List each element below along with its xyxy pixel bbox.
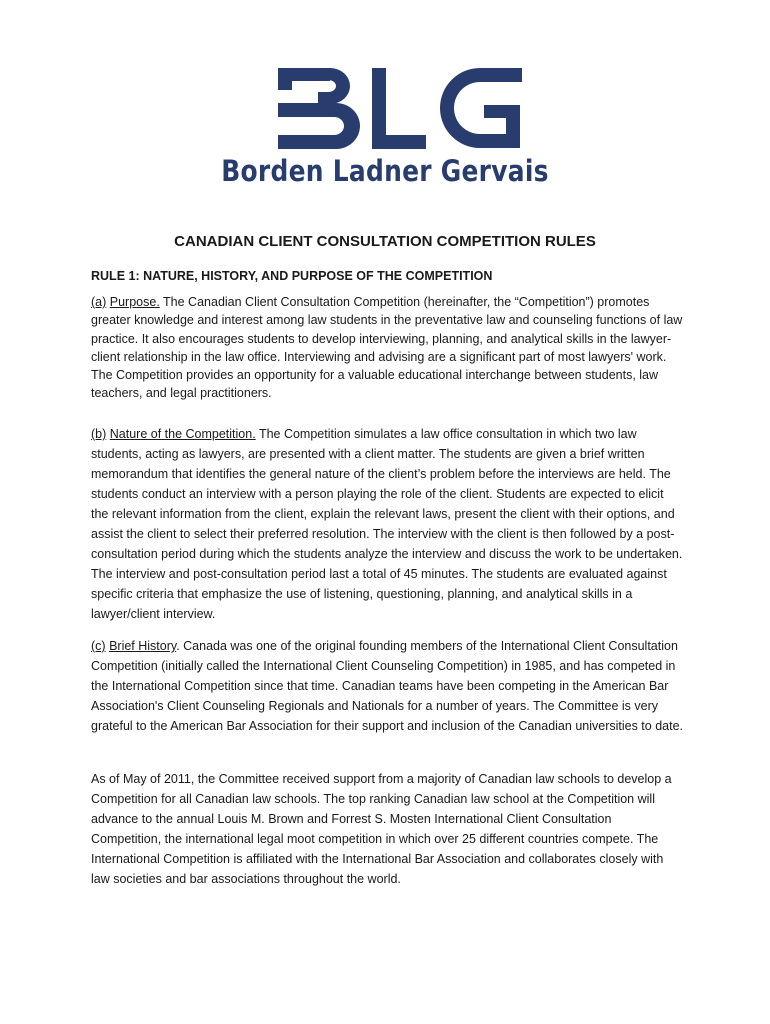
section-a-label: (a) (91, 295, 107, 309)
rule-1-heading: RULE 1: NATURE, HISTORY, AND PURPOSE OF THE COMPETITION (91, 269, 493, 283)
document-title: CANADIAN CLIENT CONSULTATION COMPETITION RULES (174, 233, 596, 250)
section-b-heading: Nature of the Competition. (109, 427, 256, 441)
section-c-text: . Canada was one of the original founding members of the International Client Consultation Competition (initially called the International Client Counseling Competition) in 1985, and has competed in the International Competition since that time. Canadian teams have been competing in the American Bar Association's Client Counseling Regionals and Nationals for a number of years. The Committee is very grateful to the American Bar Association for their support and inclusion of the Canadian universities to date. (91, 639, 684, 733)
closing-paragraph-text: As of May of 2011, the Committee received support from a majority of Canadian law schools to develop a Competition for all Canadian law schools. The top ranking Canadian law school at the Competition will advance to the annual Louis M. Brown and Forrest S. Mosten International Client Consultation Competition, the international legal moot competition in which over 25 different countries compete. The International Competition is affiliated with the International Bar Association and collaborates closely with law societies and bar associations throughout the world. (91, 772, 672, 886)
section-a-heading: Purpose. (109, 295, 160, 309)
section-b-text: The Competition simulates a law office consultation in which two law students, acting as lawyers, are presented with a client matter. The students are given a brief written memorandum that identifies the general nature of the client’s problem before the interviews are held. The students conduct an interview with a person playing the role of the client. Students are expected to elicit the relevant information from the client, explain the relevant laws, present the client with their options, and assist the client to select their preferred resolution. The interview with the client is then followed by a post-consultation period during which the students analyze the interview and discuss the work to be undertaken. The interview and post-consultation period last a total of 45 minutes. The students are evaluated against specific criteria that emphasize the use of listening, questioning, planning, and analytical skills in a lawyer/client interview. (91, 427, 683, 621)
firm-name: Borden Ladner Gervais (221, 154, 549, 188)
section-b-label: (b) (91, 427, 107, 441)
section-c-history (91, 636, 683, 736)
section-a-text: The Canadian Client Consultation Competition (hereinafter, the “Competition”) promotes greater knowledge and interest among law students in the preventative law and counseling functions of law practice. It also encourages students to develop interviewing, planning, and analytical skills in the lawyer-client relationship in the law office. Interviewing and advising are a significant part of most lawyers' work. The Competition provides an opportunity for a valuable educational interchange between students, law teachers, and legal practitioners. (91, 295, 683, 401)
section-b-nature (91, 424, 683, 624)
section-c-label: (c) (91, 639, 106, 653)
blg-logo-mark (278, 66, 522, 150)
section-a-purpose (91, 293, 683, 403)
closing-paragraph (91, 769, 683, 889)
section-c-heading: Brief History (109, 639, 177, 653)
